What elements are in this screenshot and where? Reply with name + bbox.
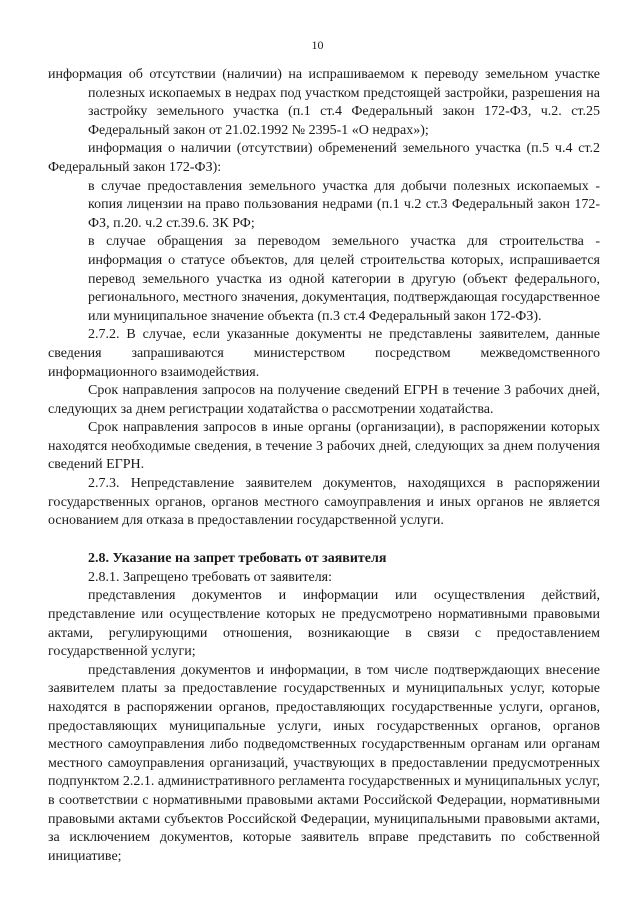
section-gap: [48, 531, 600, 549]
paragraph-subsoil-info: информация об отсутствии (наличии) на испрашиваемом к переводу земельном участке полезных ископаемых в недрах под участком предстоящей застройки, разрешения на застройку земельного участка (п.1 ст.4 Федеральный закон 172-ФЗ, ч.2. ст.25 Федеральный закон от 21.02.1992 № 2395-1 «О недрах»);: [48, 67, 600, 138]
paragraph-2-7-3: 2.7.3. Непредставление заявителем документов, находящихся в распоряжении государственных органов, органов местного самоуправления и иных органов не является основанием для отказа в предоставлении государственной услуги.: [48, 476, 600, 529]
paragraph-other-bodies-deadline: Срок направления запросов в иные органы (организации), в распоряжении которых находятся необходимые сведения, в течение 3 рабочих дней, следующих за днем получения сведений ЕГРН.: [48, 420, 600, 473]
paragraph-2-7-2: 2.7.2. В случае, если указанные документы не представлены заявителем, данные сведения запрашиваются министерством посредством межведомственного информационного взаимодействия.: [48, 327, 600, 380]
paragraph-2-8-1: 2.8.1. Запрещено требовать от заявителя:: [88, 569, 333, 585]
document-body: [48, 66, 600, 866]
paragraph-mining-license: в случае предоставления земельного участка для добычи полезных ископаемых - копия лицензии на право пользования недрами (п.1 ч.2 ст.3 Федеральный закон 172-ФЗ, п.20. ч.2 ст.39.6. ЗК РФ;: [88, 178, 600, 231]
section-heading-2-8: 2.8. Указание на запрет требовать от заявителя: [88, 550, 387, 566]
paragraph-prohibition-documents: представления документов и информации, в том числе подтверждающих внесение заявителем платы за предоставление государственных и муниципальных услуг, которые находятся в распоряжении органов, предоставляющих государственные услуги, органов, предоставляющих муниципальные услуги, иных государственных органов, органов местного самоуправления либо подведомственных государственным органам или органам местного самоуправления организаций, участвующих в предоставлении предусмотренных подпунктом 2.2.1. административного регламента государственных и муниципальных услуг, в соответствии с нормативными правовыми актами Российской Федерации, нормативными правовыми актами субъектов Российской Федерации, муниципальными правовыми актами, за исключением документов, которые заявитель вправе представить по собственной инициативе;: [48, 662, 600, 864]
paragraph-encumbrance-info: информация о наличии (отсутствии) обременений земельного участка (п.5 ч.4 ст.2 Федеральный закон 172-ФЗ):: [48, 141, 600, 175]
page-number: 10: [311, 38, 324, 52]
paragraph-prohibition-actions: представления документов и информации или осуществления действий, представление или осуществление которых не предусмотрено нормативными правовыми актами, регулирующими отношения, возникающие в связи с предоставлением государственной услуги;: [48, 588, 600, 660]
paragraph-egrn-deadline: Срок направления запросов на получение сведений ЕГРН в течение 3 рабочих дней, следующих за днем регистрации ходатайства о рассмотрении ходатайства.: [48, 383, 600, 417]
paragraph-construction-status: в случае обращения за переводом земельного участка для строительства - информация о статусе объектов, для целей строительства которых, испрашивается перевод земельного участка из одной категории в другую (объект федерального, регионального, местного значения, документация, подтверждающая государственное или муниципальное значение объекта (п.3 ст.4 Федеральный закон 172-ФЗ).: [88, 234, 600, 324]
